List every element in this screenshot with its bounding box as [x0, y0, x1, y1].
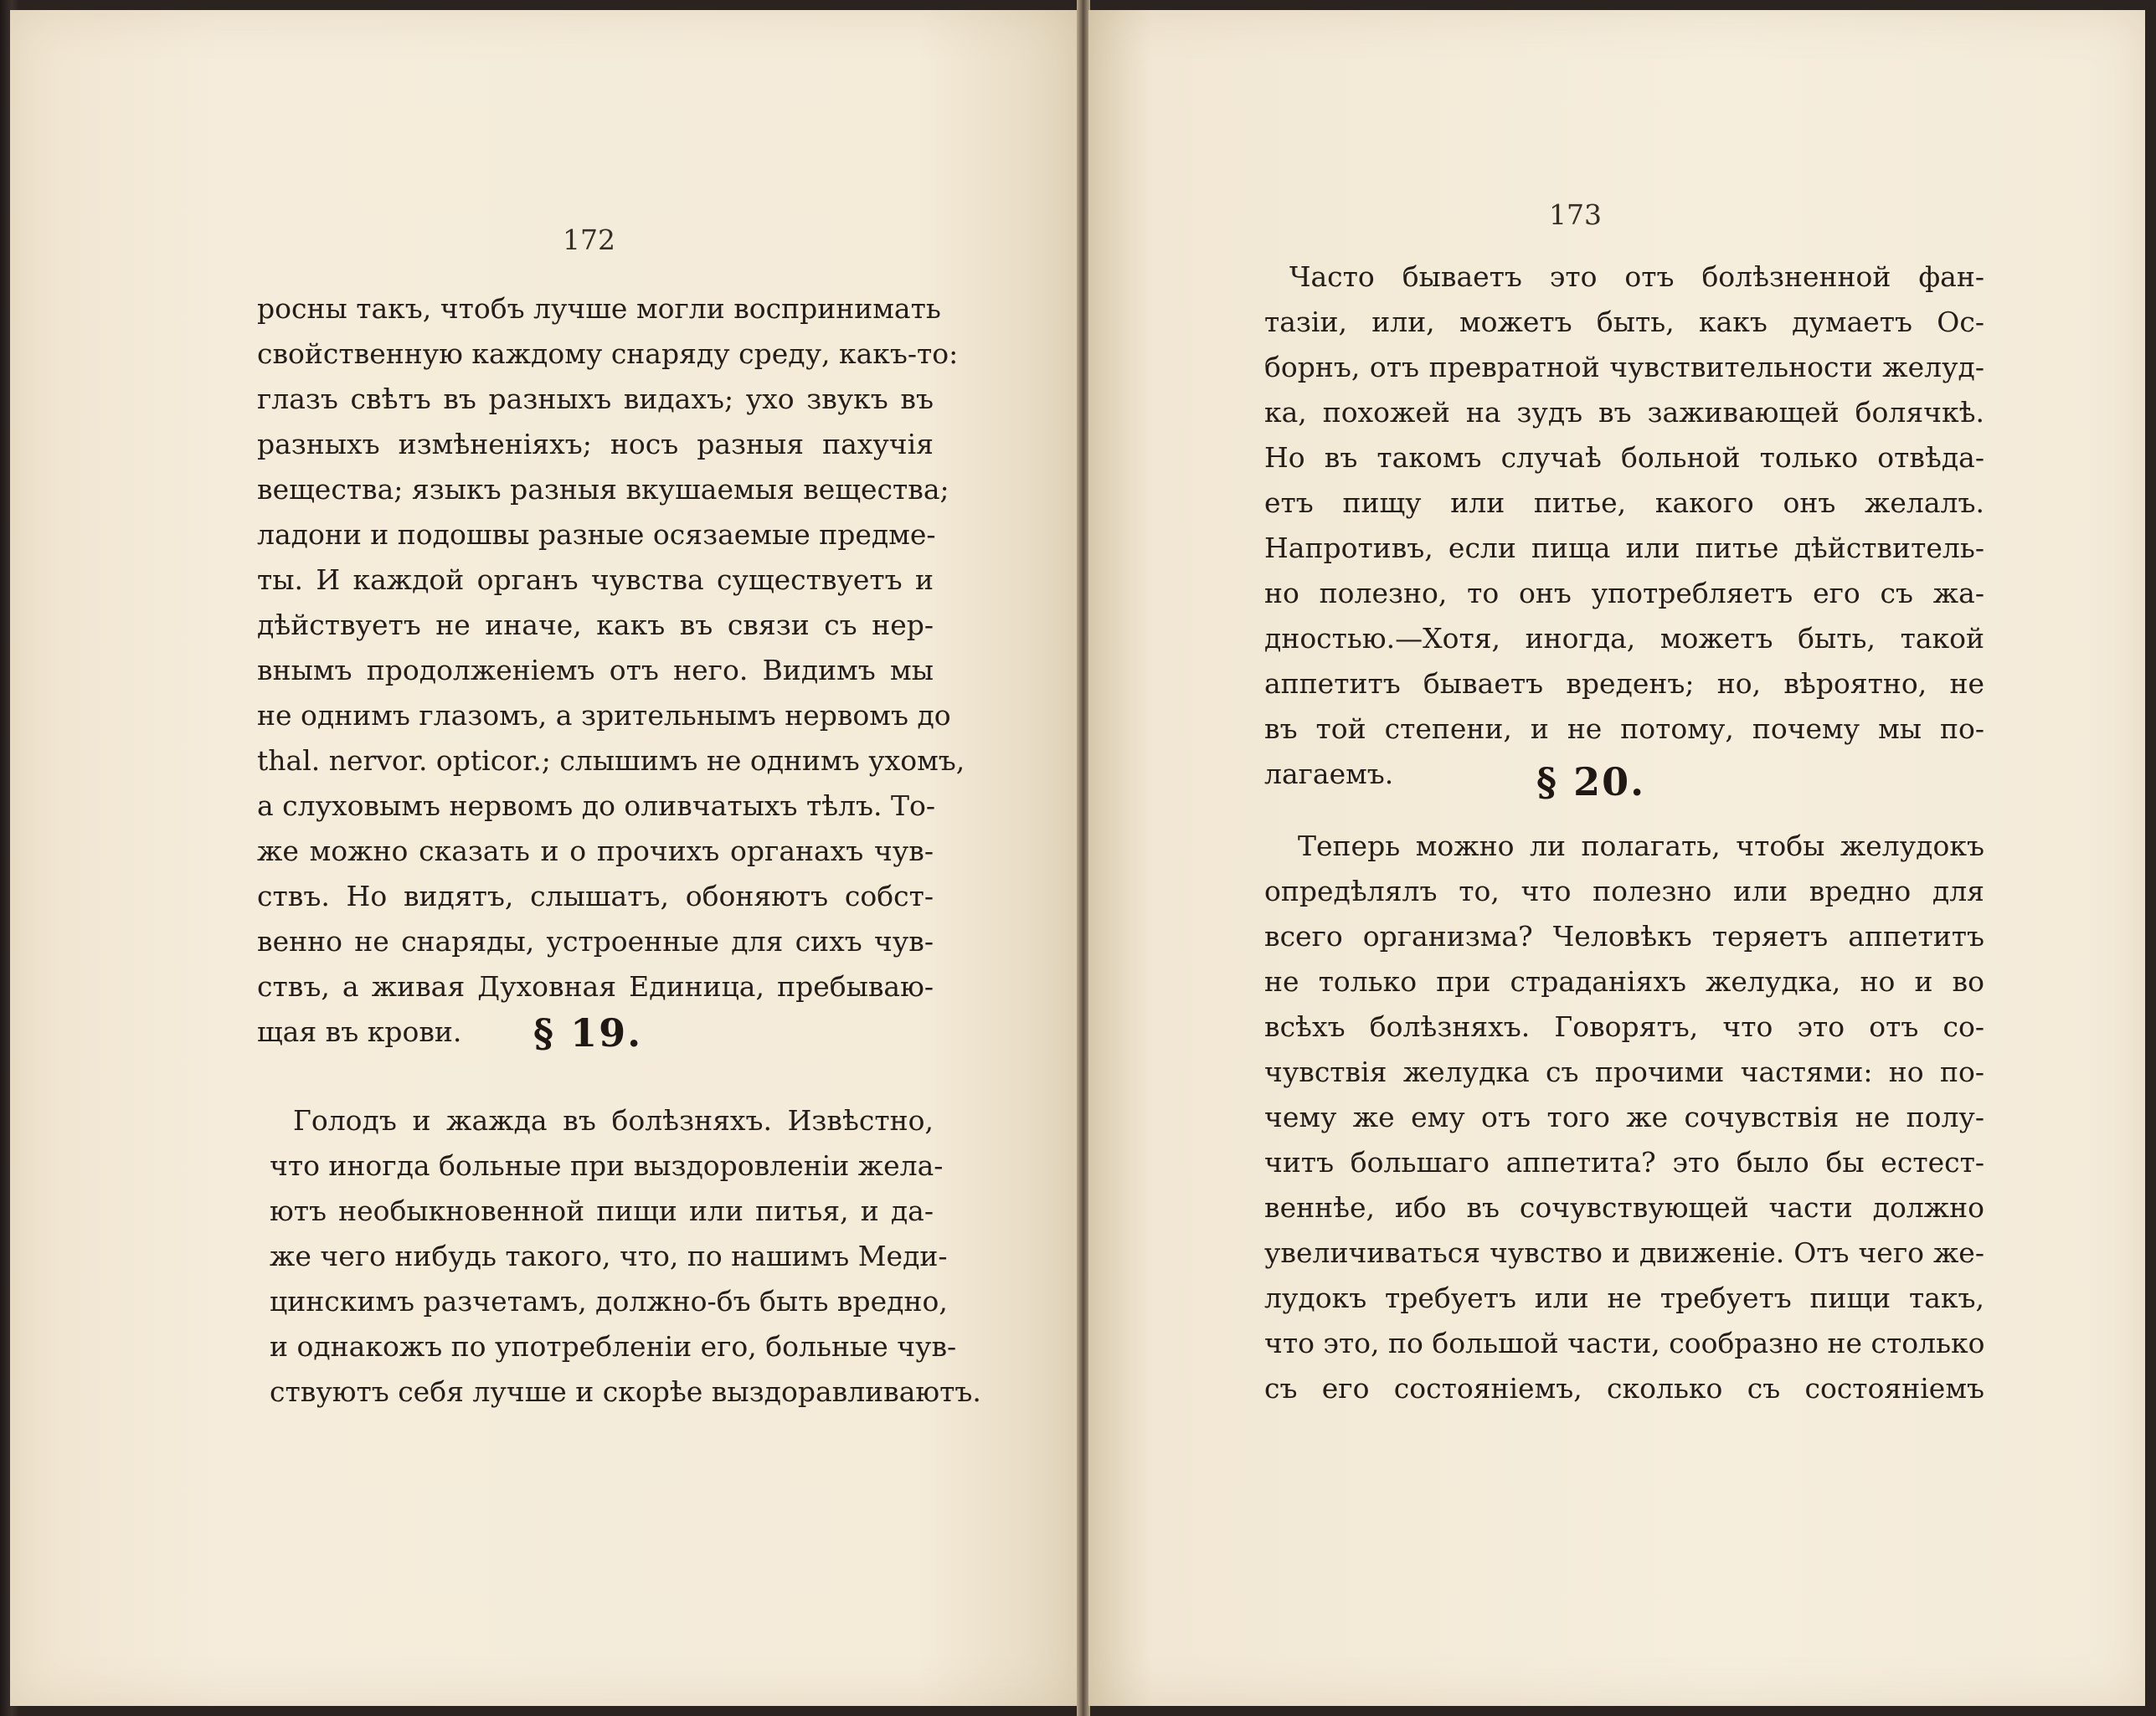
text-line: ты. И каждой органъ чувства существуетъ и: [257, 563, 934, 596]
section-heading-19: § 19.: [533, 1010, 643, 1056]
text-line: не только при страданіяхъ желудка, но и во: [1264, 965, 1984, 998]
text-line: чему же ему отъ того же сочувствія не полу-: [1264, 1101, 1984, 1133]
text-line: чувствія желудка съ прочими частями: но по-: [1264, 1056, 1984, 1088]
left-page: [10, 10, 1078, 1706]
text-line: въ той степени, и не потому, почему мы по-: [1264, 712, 1984, 745]
text-line: дностью.—Хотя, иногда, можетъ быть, такой: [1264, 622, 1984, 655]
text-line: лудокъ требуетъ или не требуетъ пищи такъ,: [1264, 1282, 1984, 1314]
section-heading-20: § 20.: [1536, 759, 1646, 804]
text-line: етъ пищу или питье, какого онъ желалъ.: [1264, 486, 1984, 519]
page-number-right: 173: [1549, 198, 1602, 231]
page-number-left: 172: [563, 223, 615, 256]
text-line: Но въ такомъ случаѣ больной только отвѣда-: [1264, 441, 1984, 474]
left-paragraph-continued: [257, 286, 965, 1055]
text-line: щая въ крови.: [257, 1015, 462, 1048]
text-line: же чего нибудь такого, что, по нашимъ Меди-: [270, 1240, 948, 1272]
text-line: ствъ. Но видятъ, слышатъ, обоняютъ собст-: [257, 880, 934, 912]
text-line: борнъ, отъ превратной чувствительности желуд-: [1264, 351, 1984, 383]
text-line: ютъ необыкновенной пищи или питья, и да-: [270, 1195, 934, 1227]
right-page: [1088, 10, 2145, 1706]
section-20-paragraph: [1264, 824, 1984, 1411]
text-line: ка, похожей на зудъ въ заживающей болячкѣ.: [1264, 396, 1984, 429]
text-line: что иногда больные при выздоровленіи жела-: [270, 1149, 944, 1182]
text-line: венно не снаряды, устроенные для сихъ чув-: [257, 925, 934, 958]
text-line: а слуховымъ нервомъ до оливчатыхъ тѣлъ. То-: [257, 789, 936, 822]
text-line: thal. nervor. opticor.; слышимъ не однимъ ухомъ,: [257, 744, 965, 777]
text-line: всѣхъ болѣзняхъ. Говорятъ, что это отъ со-: [1264, 1010, 1984, 1043]
text-line: ствъ, а живая Духовная Единица, пребываю-: [257, 970, 934, 1003]
text-line: но полезно, то онъ употребляетъ его съ жа-: [1264, 577, 1984, 609]
text-line: Голодъ и жажда въ болѣзняхъ. Извѣстно,: [293, 1104, 934, 1137]
text-line: ладони и подошвы разные осязаемые предме-: [257, 518, 936, 551]
text-line: аппетитъ бываетъ вреденъ; но, вѣроятно, не: [1264, 667, 1984, 700]
text-line: вещества; языкъ разныя вкушаемыя вещества;: [257, 473, 949, 506]
text-line: же можно сказать и о прочихъ органахъ чув-: [257, 835, 934, 867]
text-line: опредѣлялъ то, что полезно или вредно для: [1264, 875, 1984, 907]
text-line: лагаемъ.: [1264, 758, 1394, 790]
text-line: внымъ продолженіемъ отъ него. Видимъ мы: [257, 654, 934, 686]
section-19-paragraph: [270, 1098, 981, 1415]
text-line: росны такъ, чтобъ лучше могли воспринимать: [257, 292, 941, 325]
text-line: дѣйствуетъ не иначе, какъ въ связи съ нер-: [257, 609, 934, 641]
text-line: свойственную каждому снаряду среду, какъ-то:: [257, 337, 959, 370]
text-line: Напротивъ, если пища или питье дѣйствитель-: [1264, 532, 1984, 564]
text-line: Часто бываетъ это отъ болѣзненной фан-: [1289, 260, 1984, 293]
text-line: веннѣе, ибо въ сочувствующей части должно: [1264, 1191, 1984, 1224]
text-line: глазъ свѣтъ въ разныхъ видахъ; ухо звукъ въ: [257, 383, 934, 415]
text-line: цинскимъ разчетамъ, должно-бъ быть вредно,: [270, 1285, 948, 1318]
text-line: разныхъ измѣненіяхъ; носъ разныя пахучія: [257, 428, 934, 460]
text-line: Теперь можно ли полагать, чтобы желудокъ: [1298, 830, 1984, 862]
text-line: увеличиваться чувство и движеніе. Отъ чего же-: [1264, 1236, 1984, 1269]
text-line: что это, по большой части, сообразно не столько: [1264, 1327, 1985, 1359]
text-line: и однакожъ по употребленіи его, больные чув-: [270, 1330, 957, 1363]
text-line: читъ большаго аппетита? это было бы естест-: [1264, 1146, 1984, 1179]
text-line: всего организма? Человѣкъ теряетъ аппетитъ: [1264, 920, 1984, 953]
text-line: тазіи, или, можетъ быть, какъ думаетъ Ос-: [1264, 306, 1984, 338]
right-paragraph-continued: [1264, 254, 1984, 797]
text-line: съ его состояніемъ, сколько съ состояніемъ: [1264, 1372, 1984, 1405]
text-line: не однимъ глазомъ, а зрительнымъ нервомъ до: [257, 699, 951, 732]
text-line: ствуютъ себя лучше и скорѣе выздоравливаютъ.: [270, 1375, 981, 1408]
